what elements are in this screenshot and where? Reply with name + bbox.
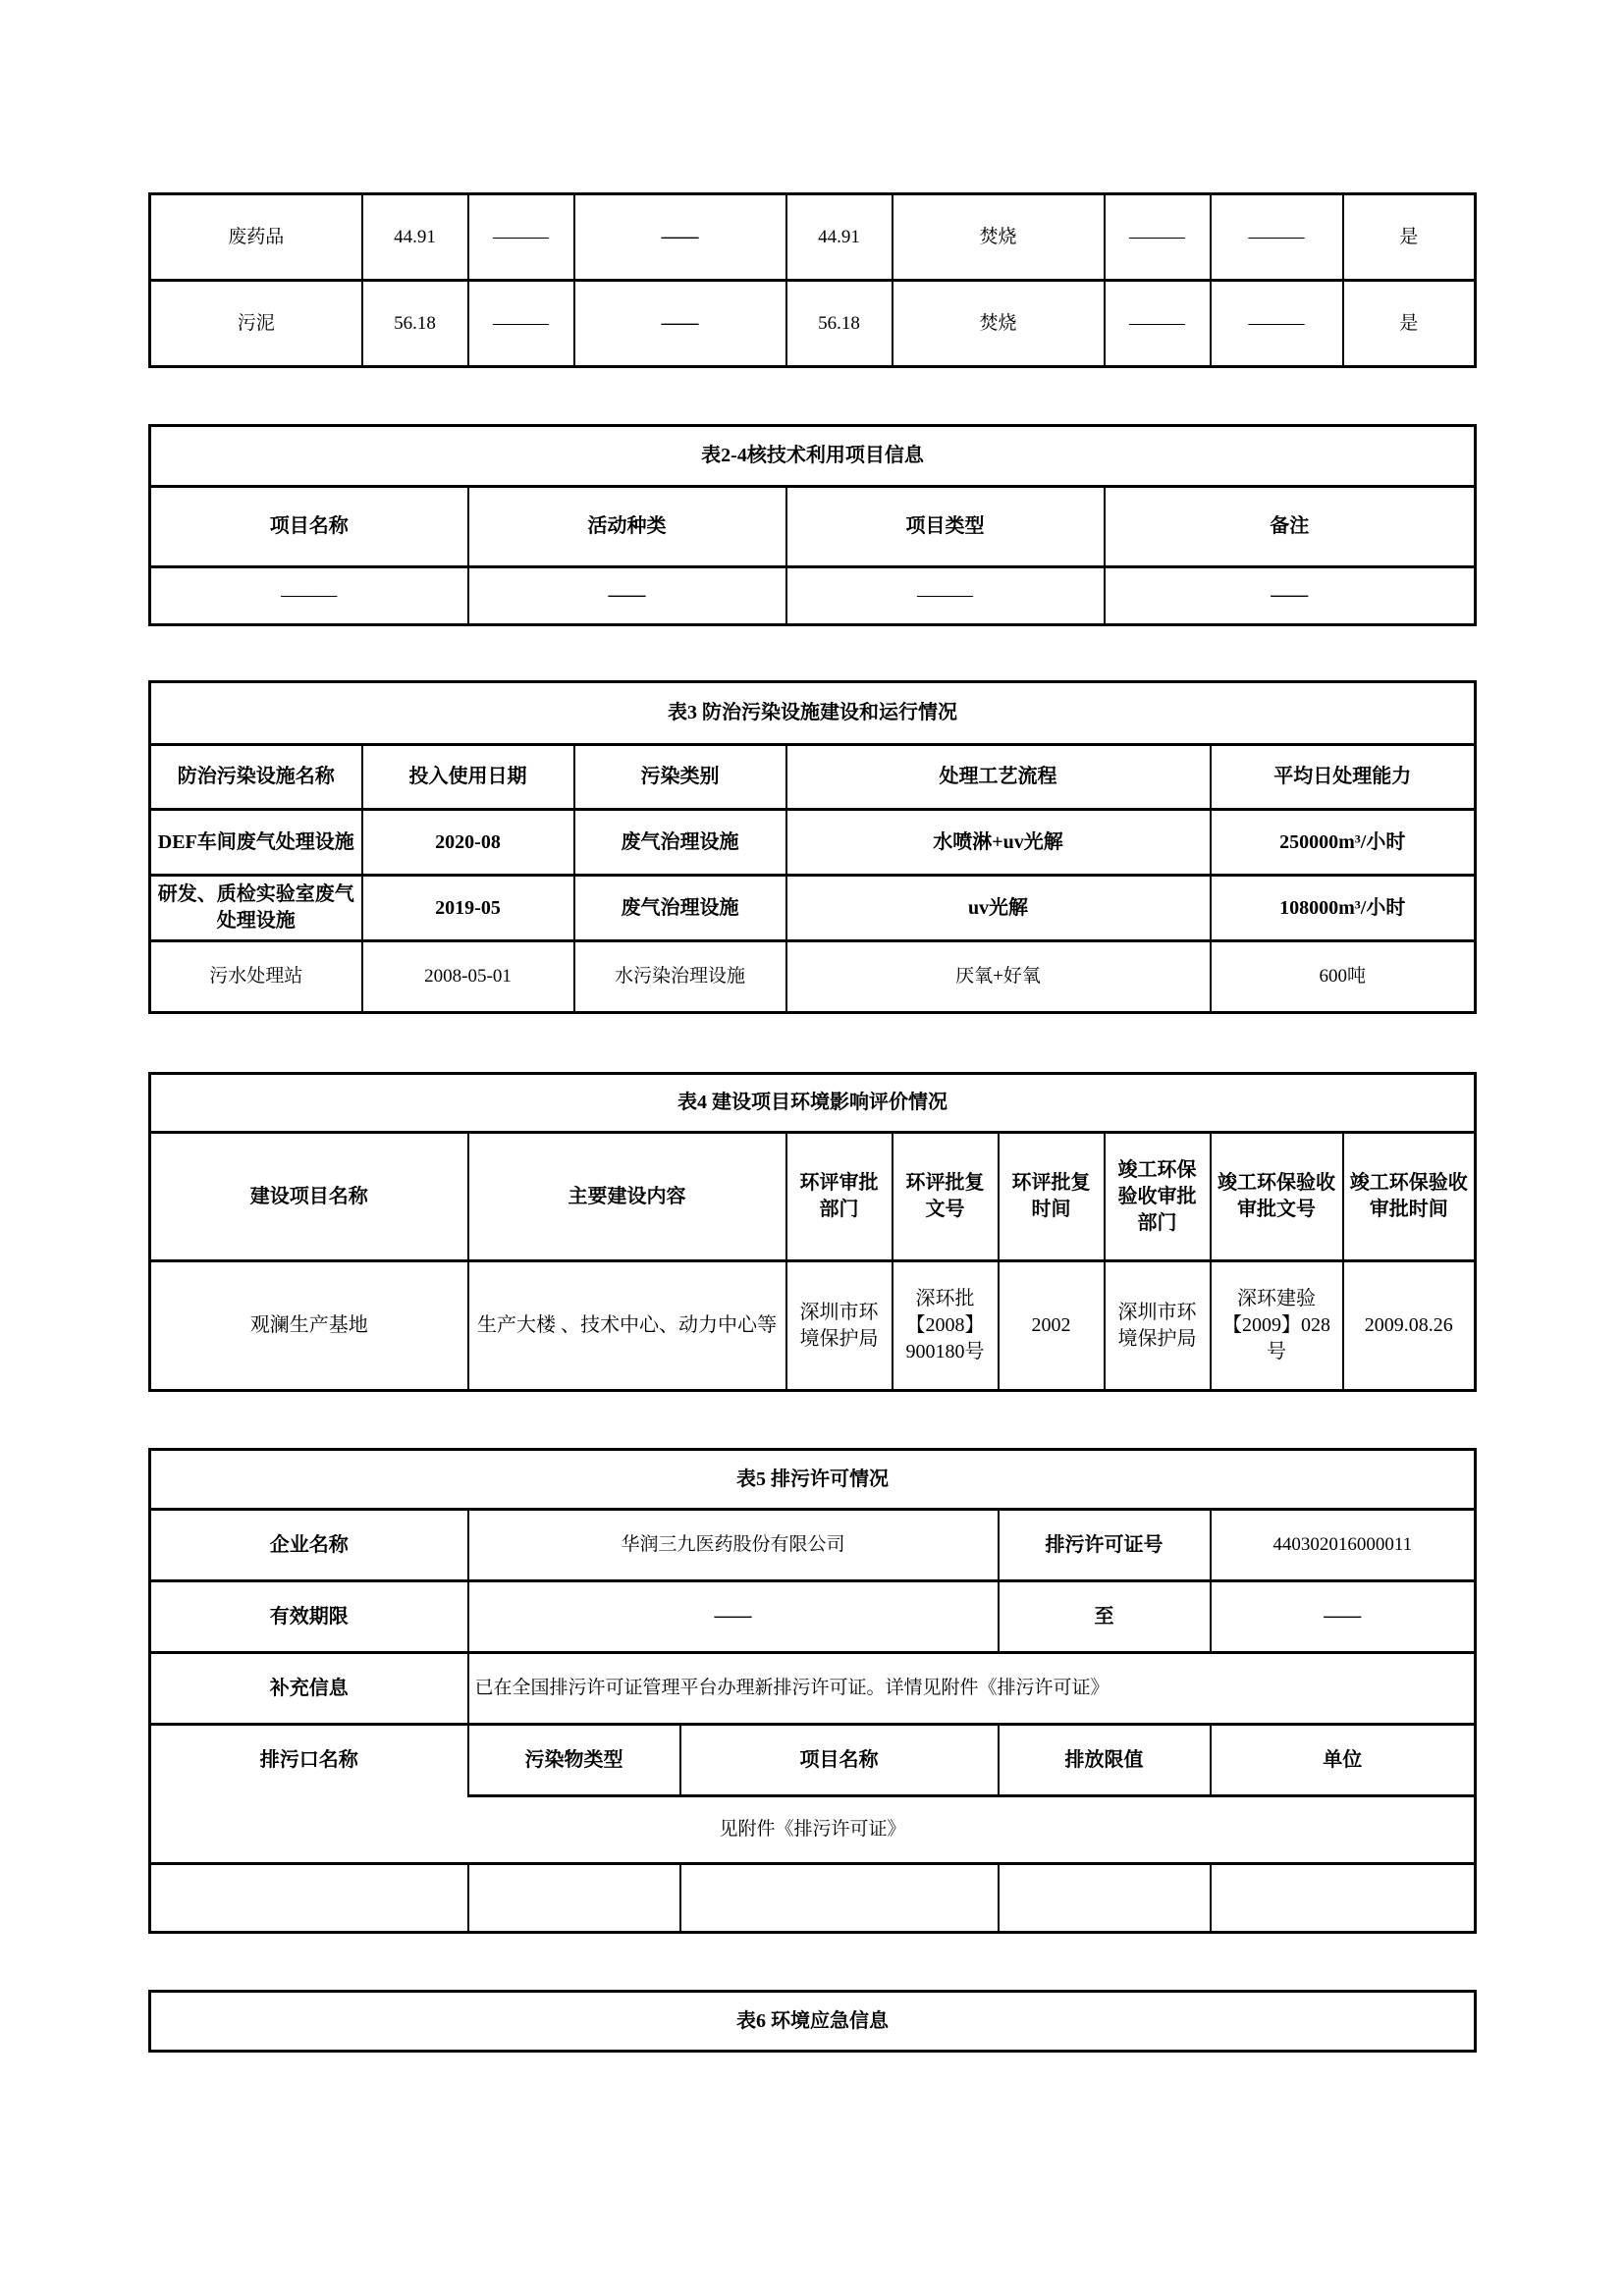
table-row: [150, 281, 1476, 367]
column-header: 竣工环保验收审批时间: [1343, 1133, 1476, 1261]
commission-date-cell: 2019-05: [362, 876, 574, 941]
dash-cell: ——: [574, 194, 786, 281]
table-header-row: [150, 487, 1476, 567]
empty-cell: [999, 1864, 1211, 1933]
dash-cell: ———: [468, 281, 574, 367]
table-title: 表2-4核技术利用项目信息: [150, 426, 1476, 487]
table-row: [150, 876, 1476, 941]
column-header: 项目类型: [786, 487, 1105, 567]
table-header-row: [150, 1133, 1476, 1261]
to-label: 至: [999, 1581, 1211, 1653]
table-row: [150, 194, 1476, 281]
column-header: 污染类别: [574, 745, 786, 810]
dash-cell: ———: [1105, 194, 1211, 281]
capacity-cell: 600吨: [1211, 941, 1476, 1013]
table-title: 表6 环境应急信息: [150, 1992, 1476, 2052]
column-header: 环评审批部门: [786, 1133, 893, 1261]
column-header: 竣工环保验收审批文号: [1211, 1133, 1343, 1261]
table-title-row: [150, 682, 1476, 745]
disposal-method-cell: 焚烧: [893, 281, 1105, 367]
pollution-type-cell: 废气治理设施: [574, 810, 786, 876]
acceptance-time-cell: 2009.08.26: [1343, 1261, 1476, 1391]
column-header: 投入使用日期: [362, 745, 574, 810]
process-cell: 厌氧+好氧: [786, 941, 1211, 1013]
pollution-type-cell: 废气治理设施: [574, 876, 786, 941]
approval-time-cell: 2002: [999, 1261, 1105, 1391]
dash-cell: ———: [468, 194, 574, 281]
approval-dept-cell: 深圳市环境保护局: [786, 1261, 893, 1391]
process-cell: uv光解: [786, 876, 1211, 941]
table-title: 表3 防治污染设施建设和运行情况: [150, 682, 1476, 745]
column-header: 建设项目名称: [150, 1133, 468, 1261]
yes-no-cell: 是: [1343, 194, 1476, 281]
pollution-type-cell: 水污染治理设施: [574, 941, 786, 1013]
table-hazardous-waste-continuation: [148, 192, 1477, 368]
table-row: [150, 941, 1476, 1013]
waste-amount-cell: 56.18: [786, 281, 893, 367]
dash-cell: ——: [468, 567, 786, 625]
table-title-row: [150, 1450, 1476, 1510]
project-name-cell: 观澜生产基地: [150, 1261, 468, 1391]
table-header-row: [150, 745, 1476, 810]
table-row: [150, 1653, 1476, 1725]
table-row: [150, 1510, 1476, 1581]
column-header: 平均日处理能力: [1211, 745, 1476, 810]
capacity-cell: 108000m³/小时: [1211, 876, 1476, 941]
commission-date-cell: 2008-05-01: [362, 941, 574, 1013]
yes-no-cell: 是: [1343, 281, 1476, 367]
permit-number-label: 排污许可证号: [999, 1510, 1211, 1581]
attachment-note-cell: 见附件《排污许可证》: [150, 1796, 1476, 1864]
column-header: 处理工艺流程: [786, 745, 1211, 810]
waste-name-cell: 污泥: [150, 281, 362, 367]
table-title-row: [150, 1992, 1476, 2052]
table-nuclear-projects: [148, 424, 1477, 626]
table-title: 表4 建设项目环境影响评价情况: [150, 1074, 1476, 1133]
commission-date-cell: 2020-08: [362, 810, 574, 876]
facility-name-cell: 污水处理站: [150, 941, 362, 1013]
company-name-label: 企业名称: [150, 1510, 468, 1581]
empty-cell: [680, 1864, 999, 1933]
column-header: 防治污染设施名称: [150, 745, 362, 810]
facility-name-cell: DEF车间废气处理设施: [150, 810, 362, 876]
dash-cell: ——: [574, 281, 786, 367]
table-row: [150, 567, 1476, 625]
waste-name-cell: 废药品: [150, 194, 362, 281]
table-emergency-info: [148, 1990, 1477, 2053]
validity-from-cell: ——: [468, 1581, 999, 1653]
table-row: [150, 1261, 1476, 1391]
facility-name-cell: 研发、质检实验室废气处理设施: [150, 876, 362, 941]
dash-cell: ——: [1105, 567, 1476, 625]
empty-cell: [1211, 1864, 1476, 1933]
column-header: 竣工环保验收审批部门: [1105, 1133, 1211, 1261]
disposal-method-cell: 焚烧: [893, 194, 1105, 281]
empty-cell: [468, 1864, 680, 1933]
validity-label: 有效期限: [150, 1581, 468, 1653]
dash-cell: ———: [1211, 281, 1343, 367]
company-name-value: 华润三九医药股份有限公司: [468, 1510, 999, 1581]
column-header: 备注: [1105, 487, 1476, 567]
empty-cell: [150, 1864, 468, 1933]
table-title: 表5 排污许可情况: [150, 1450, 1476, 1510]
table-row: [150, 1796, 1476, 1864]
dash-cell: ———: [1105, 281, 1211, 367]
dash-cell: ———: [150, 567, 468, 625]
process-cell: 水喷淋+uv光解: [786, 810, 1211, 876]
table-row: [150, 810, 1476, 876]
acceptance-doc-no-cell: 深环建验【2009】028号: [1211, 1261, 1343, 1391]
table-pollution-control-facilities: [148, 680, 1477, 1014]
acceptance-dept-cell: 深圳市环境保护局: [1105, 1261, 1211, 1391]
emission-limit-header: 排放限值: [999, 1725, 1211, 1796]
table-eia: [148, 1072, 1477, 1392]
dash-cell: ———: [786, 567, 1105, 625]
unit-header: 单位: [1211, 1725, 1476, 1796]
waste-amount-cell: 44.91: [362, 194, 468, 281]
waste-amount-cell: 56.18: [362, 281, 468, 367]
column-header: 环评批复时间: [999, 1133, 1105, 1261]
table-title-row: [150, 1074, 1476, 1133]
column-header: 主要建设内容: [468, 1133, 786, 1261]
approval-doc-no-cell: 深环批【2008】900180号: [893, 1261, 999, 1391]
column-header: 项目名称: [150, 487, 468, 567]
pollutant-type-header: 污染物类型: [468, 1725, 680, 1796]
column-header: 活动种类: [468, 487, 786, 567]
dash-cell: ———: [1211, 194, 1343, 281]
construction-content-cell: 生产大楼 、技术中心、动力中心等: [468, 1261, 786, 1391]
table-header-row: [150, 1725, 1476, 1796]
permit-number-value: 440302016000011: [1211, 1510, 1476, 1581]
validity-to-cell: ——: [1211, 1581, 1476, 1653]
supplement-label: 补充信息: [150, 1653, 468, 1725]
table-discharge-permit: [148, 1448, 1477, 1934]
column-header: 环评批复文号: [893, 1133, 999, 1261]
waste-amount-cell: 44.91: [786, 194, 893, 281]
table-row: [150, 1864, 1476, 1933]
item-name-header: 项目名称: [680, 1725, 999, 1796]
capacity-cell: 250000m³/小时: [1211, 810, 1476, 876]
supplement-value: 已在全国排污许可证管理平台办理新排污许可证。详情见附件《排污许可证》: [468, 1653, 1476, 1725]
outlet-name-header: 排污口名称: [150, 1725, 468, 1796]
table-title-row: [150, 426, 1476, 487]
table-row: [150, 1581, 1476, 1653]
